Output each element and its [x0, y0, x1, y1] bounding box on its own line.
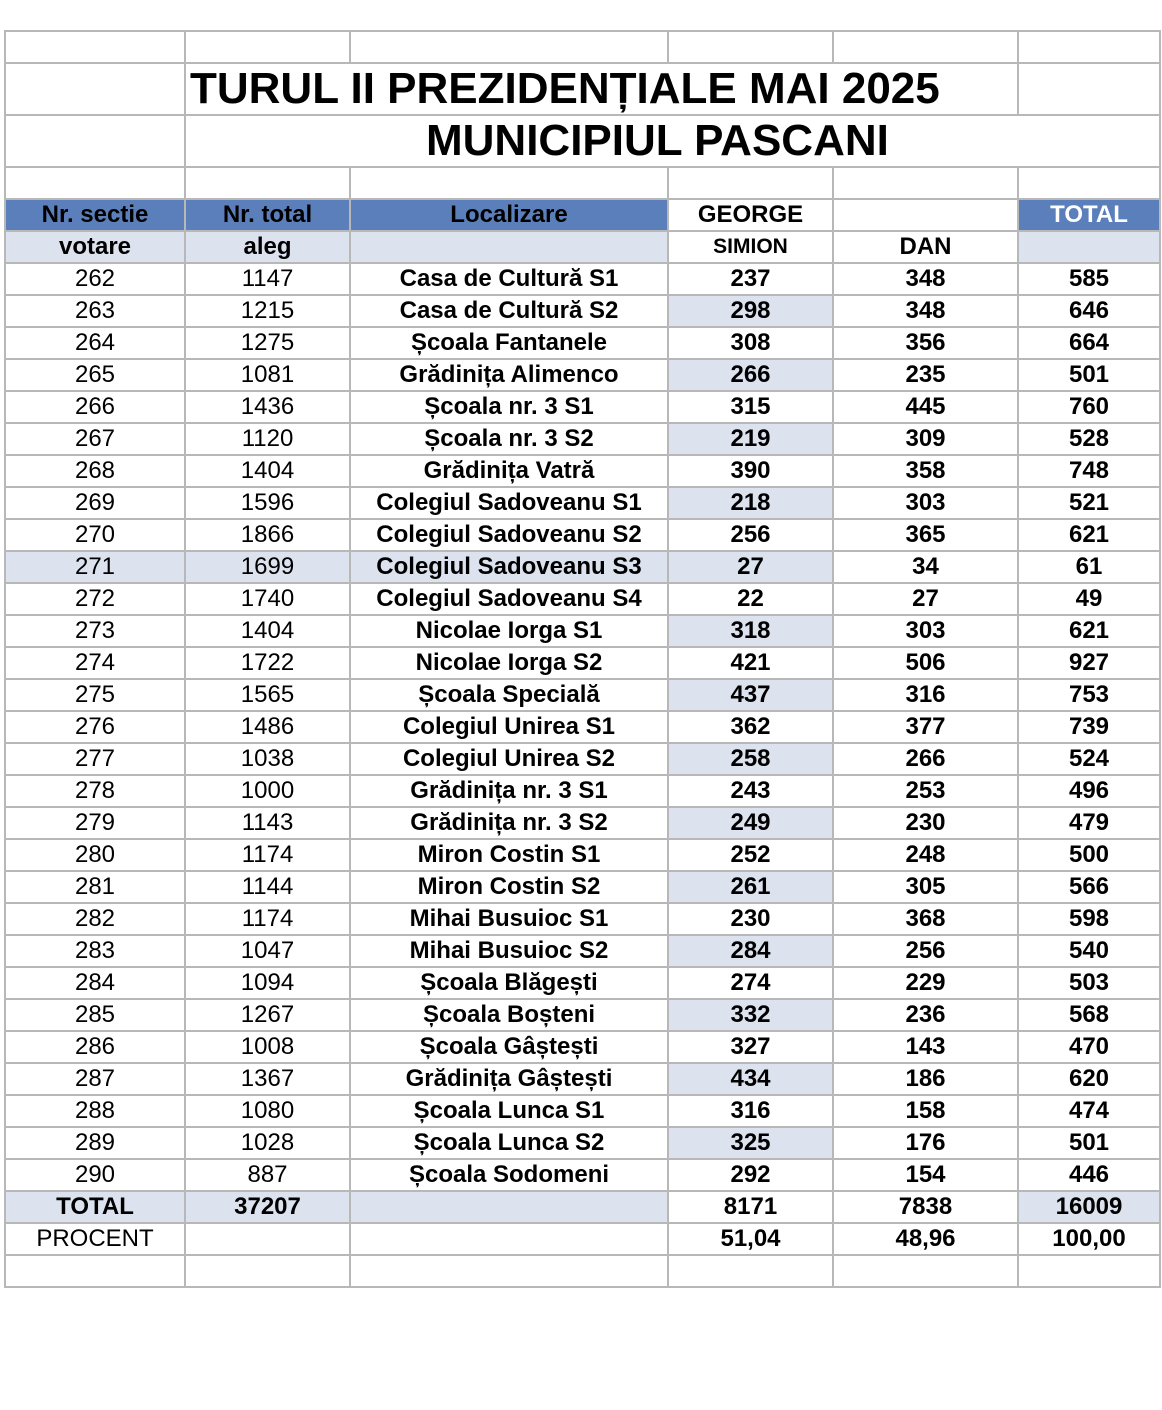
total-total-cell[interactable]: 16009 — [1018, 1191, 1160, 1223]
simion-cell[interactable]: 27 — [668, 551, 833, 583]
header-cell[interactable]: GEORGE — [668, 199, 833, 231]
simion-cell[interactable]: 292 — [668, 1159, 833, 1191]
simion-cell[interactable]: 261 — [668, 871, 833, 903]
localizare-cell[interactable]: Grădinița nr. 3 S2 — [350, 807, 668, 839]
sectie-cell[interactable]: 284 — [5, 967, 185, 999]
empty-row — [5, 31, 1160, 63]
table-row — [5, 999, 1160, 1031]
procent-row — [5, 1223, 1160, 1255]
sectie-cell[interactable]: 282 — [5, 903, 185, 935]
sectie-cell[interactable]: 290 — [5, 1159, 185, 1191]
alegatori-cell[interactable]: 1404 — [185, 615, 350, 647]
simion-cell[interactable]: 284 — [668, 935, 833, 967]
total-cell[interactable]: 566 — [1018, 871, 1160, 903]
total-cell[interactable]: 621 — [1018, 519, 1160, 551]
table-row — [5, 647, 1160, 679]
dan-cell[interactable]: 348 — [833, 295, 1018, 327]
dan-cell[interactable]: 305 — [833, 871, 1018, 903]
localizare-cell[interactable]: Școala Lunca S1 — [350, 1095, 668, 1127]
header-cell[interactable]: Localizare — [350, 199, 668, 231]
sectie-cell[interactable]: 263 — [5, 295, 185, 327]
alegatori-cell[interactable]: 1174 — [185, 903, 350, 935]
total-simion-cell[interactable]: 8171 — [668, 1191, 833, 1223]
total-row — [5, 1191, 1160, 1223]
simion-cell[interactable]: 434 — [668, 1063, 833, 1095]
localizare-cell[interactable]: Școala Sodomeni — [350, 1159, 668, 1191]
sectie-cell[interactable]: 274 — [5, 647, 185, 679]
sectie-cell[interactable]: 281 — [5, 871, 185, 903]
dan-cell[interactable]: 229 — [833, 967, 1018, 999]
header-cell[interactable]: TOTAL — [1018, 199, 1160, 231]
simion-cell[interactable]: 274 — [668, 967, 833, 999]
localizare-cell[interactable]: Grădinița Vatră — [350, 455, 668, 487]
cell[interactable] — [833, 167, 1018, 199]
alegatori-cell[interactable]: 1094 — [185, 967, 350, 999]
cell[interactable] — [1018, 63, 1160, 115]
sectie-cell[interactable]: 268 — [5, 455, 185, 487]
sectie-cell[interactable]: 286 — [5, 1031, 185, 1063]
header-row-1 — [5, 199, 1160, 231]
total-cell[interactable]: 585 — [1018, 263, 1160, 295]
alegatori-cell[interactable]: 1147 — [185, 263, 350, 295]
table-row — [5, 423, 1160, 455]
title-cell[interactable] — [185, 63, 1018, 115]
simion-cell[interactable]: 325 — [668, 1127, 833, 1159]
alegatori-cell[interactable]: 1028 — [185, 1127, 350, 1159]
table-row — [5, 1159, 1160, 1191]
sectie-cell[interactable]: 276 — [5, 711, 185, 743]
dan-cell[interactable]: 356 — [833, 327, 1018, 359]
simion-cell[interactable]: 230 — [668, 903, 833, 935]
total-cell[interactable]: 503 — [1018, 967, 1160, 999]
simion-cell[interactable]: 243 — [668, 775, 833, 807]
sectie-cell[interactable]: 288 — [5, 1095, 185, 1127]
dan-cell[interactable]: 236 — [833, 999, 1018, 1031]
total-cell[interactable]: 479 — [1018, 807, 1160, 839]
table-row — [5, 679, 1160, 711]
cell[interactable] — [185, 1223, 350, 1255]
sectie-cell[interactable]: 289 — [5, 1127, 185, 1159]
dan-cell[interactable]: 316 — [833, 679, 1018, 711]
localizare-cell[interactable]: Casa de Cultură S2 — [350, 295, 668, 327]
alegatori-cell[interactable]: 1267 — [185, 999, 350, 1031]
header-cell[interactable] — [350, 231, 668, 263]
dan-cell[interactable]: 27 — [833, 583, 1018, 615]
table-row — [5, 711, 1160, 743]
dan-cell[interactable]: 143 — [833, 1031, 1018, 1063]
table-row — [5, 263, 1160, 295]
alegatori-cell[interactable]: 1722 — [185, 647, 350, 679]
alegatori-cell[interactable]: 1081 — [185, 359, 350, 391]
total-cell[interactable]: 528 — [1018, 423, 1160, 455]
table-row — [5, 1095, 1160, 1127]
table-row — [5, 583, 1160, 615]
subtitle-row — [5, 115, 1160, 167]
page-subtitle: MUNICIPIUL PASCANI — [426, 116, 889, 165]
simion-cell[interactable]: 362 — [668, 711, 833, 743]
simion-cell[interactable]: 219 — [668, 423, 833, 455]
alegatori-cell[interactable]: 1367 — [185, 1063, 350, 1095]
alegatori-cell[interactable]: 1080 — [185, 1095, 350, 1127]
cell[interactable] — [5, 167, 185, 199]
table-row — [5, 615, 1160, 647]
table-row — [5, 775, 1160, 807]
total-cell[interactable]: 496 — [1018, 775, 1160, 807]
dan-cell[interactable]: 266 — [833, 743, 1018, 775]
cell[interactable] — [668, 31, 833, 63]
table-row — [5, 871, 1160, 903]
cell[interactable] — [833, 1255, 1018, 1287]
localizare-cell[interactable]: Nicolae Iorga S1 — [350, 615, 668, 647]
header-cell[interactable]: DAN — [833, 231, 1018, 263]
simion-cell[interactable]: 437 — [668, 679, 833, 711]
alegatori-cell[interactable]: 1174 — [185, 839, 350, 871]
total-cell[interactable]: 620 — [1018, 1063, 1160, 1095]
localizare-cell[interactable]: Școala nr. 3 S2 — [350, 423, 668, 455]
procent-simion-cell[interactable]: 51,04 — [668, 1223, 833, 1255]
alegatori-cell[interactable]: 1008 — [185, 1031, 350, 1063]
cell[interactable] — [5, 115, 185, 167]
dan-cell[interactable]: 158 — [833, 1095, 1018, 1127]
simion-cell[interactable]: 327 — [668, 1031, 833, 1063]
total-alegatori-cell[interactable]: 37207 — [185, 1191, 350, 1223]
localizare-cell[interactable]: Școala Gâștești — [350, 1031, 668, 1063]
cell[interactable] — [185, 31, 350, 63]
alegatori-cell[interactable]: 1699 — [185, 551, 350, 583]
sheet-body — [5, 31, 1160, 1287]
cell[interactable] — [668, 1255, 833, 1287]
sectie-cell[interactable]: 269 — [5, 487, 185, 519]
alegatori-cell[interactable]: 1486 — [185, 711, 350, 743]
cell[interactable] — [833, 31, 1018, 63]
header-cell[interactable]: aleg — [185, 231, 350, 263]
sectie-cell[interactable]: 267 — [5, 423, 185, 455]
alegatori-cell[interactable]: 1436 — [185, 391, 350, 423]
sectie-cell[interactable]: 270 — [5, 519, 185, 551]
simion-cell[interactable]: 22 — [668, 583, 833, 615]
cell[interactable] — [350, 1191, 668, 1223]
table-row — [5, 967, 1160, 999]
alegatori-cell[interactable]: 1866 — [185, 519, 350, 551]
alegatori-cell[interactable]: 1215 — [185, 295, 350, 327]
total-cell[interactable]: 524 — [1018, 743, 1160, 775]
sectie-cell[interactable]: 277 — [5, 743, 185, 775]
table-row — [5, 327, 1160, 359]
dan-cell[interactable]: 309 — [833, 423, 1018, 455]
cell[interactable] — [5, 31, 185, 63]
alegatori-cell[interactable]: 1565 — [185, 679, 350, 711]
simion-cell[interactable]: 256 — [668, 519, 833, 551]
sectie-cell[interactable]: 262 — [5, 263, 185, 295]
alegatori-cell[interactable]: 1596 — [185, 487, 350, 519]
header-cell[interactable]: Nr. total — [185, 199, 350, 231]
total-cell[interactable]: 61 — [1018, 551, 1160, 583]
total-cell[interactable]: 540 — [1018, 935, 1160, 967]
table-row — [5, 295, 1160, 327]
empty-row — [5, 167, 1160, 199]
dan-cell[interactable]: 303 — [833, 615, 1018, 647]
sectie-cell[interactable]: 271 — [5, 551, 185, 583]
dan-cell[interactable]: 303 — [833, 487, 1018, 519]
localizare-cell[interactable]: Grădinița Alimenco — [350, 359, 668, 391]
dan-cell[interactable]: 368 — [833, 903, 1018, 935]
sectie-cell[interactable]: 285 — [5, 999, 185, 1031]
simion-cell[interactable]: 266 — [668, 359, 833, 391]
localizare-cell[interactable]: Școala Specială — [350, 679, 668, 711]
dan-cell[interactable]: 445 — [833, 391, 1018, 423]
table-row — [5, 519, 1160, 551]
total-cell[interactable]: 646 — [1018, 295, 1160, 327]
cell[interactable] — [668, 167, 833, 199]
localizare-cell[interactable]: Mihai Busuioc S2 — [350, 935, 668, 967]
subtitle-cell[interactable] — [185, 115, 1160, 167]
total-cell[interactable]: 501 — [1018, 1127, 1160, 1159]
dan-cell[interactable]: 358 — [833, 455, 1018, 487]
simion-cell[interactable]: 298 — [668, 295, 833, 327]
total-cell[interactable]: 621 — [1018, 615, 1160, 647]
header-cell[interactable] — [1018, 231, 1160, 263]
simion-cell[interactable]: 258 — [668, 743, 833, 775]
table-row — [5, 807, 1160, 839]
cell[interactable] — [185, 1255, 350, 1287]
cell[interactable] — [350, 1255, 668, 1287]
localizare-cell[interactable]: Școala Boșteni — [350, 999, 668, 1031]
localizare-cell[interactable]: Școala Fantanele — [350, 327, 668, 359]
dan-cell[interactable]: 377 — [833, 711, 1018, 743]
total-cell[interactable]: 739 — [1018, 711, 1160, 743]
sectie-cell[interactable]: 278 — [5, 775, 185, 807]
dan-cell[interactable]: 154 — [833, 1159, 1018, 1191]
alegatori-cell[interactable]: 1404 — [185, 455, 350, 487]
total-dan-cell[interactable]: 7838 — [833, 1191, 1018, 1223]
cell[interactable] — [1018, 31, 1160, 63]
sectie-cell[interactable]: 272 — [5, 583, 185, 615]
table-row — [5, 1127, 1160, 1159]
header-cell[interactable] — [833, 199, 1018, 231]
sectie-cell[interactable]: 273 — [5, 615, 185, 647]
total-cell[interactable]: 568 — [1018, 999, 1160, 1031]
total-cell[interactable]: 500 — [1018, 839, 1160, 871]
header-cell[interactable]: Nr. sectie — [5, 199, 185, 231]
sectie-cell[interactable]: 283 — [5, 935, 185, 967]
simion-cell[interactable]: 421 — [668, 647, 833, 679]
total-label-cell[interactable]: TOTAL — [5, 1191, 185, 1223]
sectie-cell[interactable]: 275 — [5, 679, 185, 711]
table-row — [5, 487, 1160, 519]
header-cell[interactable]: votare — [5, 231, 185, 263]
cell[interactable] — [1018, 1255, 1160, 1287]
procent-total-cell[interactable]: 100,00 — [1018, 1223, 1160, 1255]
alegatori-cell[interactable]: 1275 — [185, 327, 350, 359]
table-row — [5, 455, 1160, 487]
localizare-cell[interactable]: Colegiul Unirea S2 — [350, 743, 668, 775]
header-row-2 — [5, 231, 1160, 263]
total-cell[interactable]: 748 — [1018, 455, 1160, 487]
table-row — [5, 551, 1160, 583]
localizare-cell[interactable]: Grădinița nr. 3 S1 — [350, 775, 668, 807]
total-cell[interactable]: 664 — [1018, 327, 1160, 359]
alegatori-cell[interactable]: 1038 — [185, 743, 350, 775]
table-row — [5, 1063, 1160, 1095]
localizare-cell[interactable]: Colegiul Sadoveanu S4 — [350, 583, 668, 615]
localizare-cell[interactable]: Școala nr. 3 S1 — [350, 391, 668, 423]
alegatori-cell[interactable]: 887 — [185, 1159, 350, 1191]
simion-cell[interactable]: 318 — [668, 615, 833, 647]
localizare-cell[interactable]: Nicolae Iorga S2 — [350, 647, 668, 679]
simion-cell[interactable]: 252 — [668, 839, 833, 871]
page-title: TURUL II PREZIDENȚIALE MAI 2025 — [190, 64, 940, 113]
dan-cell[interactable]: 348 — [833, 263, 1018, 295]
cell[interactable] — [1018, 167, 1160, 199]
total-cell[interactable]: 470 — [1018, 1031, 1160, 1063]
dan-cell[interactable]: 365 — [833, 519, 1018, 551]
cell[interactable] — [350, 1223, 668, 1255]
total-cell[interactable]: 474 — [1018, 1095, 1160, 1127]
simion-cell[interactable]: 315 — [668, 391, 833, 423]
dan-cell[interactable]: 176 — [833, 1127, 1018, 1159]
localizare-cell[interactable]: Colegiul Unirea S1 — [350, 711, 668, 743]
total-cell[interactable]: 753 — [1018, 679, 1160, 711]
dan-cell[interactable]: 248 — [833, 839, 1018, 871]
alegatori-cell[interactable]: 1740 — [185, 583, 350, 615]
table-row — [5, 1031, 1160, 1063]
alegatori-cell[interactable]: 1120 — [185, 423, 350, 455]
cell[interactable] — [185, 167, 350, 199]
simion-cell[interactable]: 332 — [668, 999, 833, 1031]
sectie-cell[interactable]: 279 — [5, 807, 185, 839]
dan-cell[interactable]: 235 — [833, 359, 1018, 391]
localizare-cell[interactable]: Colegiul Sadoveanu S1 — [350, 487, 668, 519]
table-row — [5, 935, 1160, 967]
procent-dan-cell[interactable]: 48,96 — [833, 1223, 1018, 1255]
dan-cell[interactable]: 34 — [833, 551, 1018, 583]
table-row — [5, 839, 1160, 871]
localizare-cell[interactable]: Grădinița Gâștești — [350, 1063, 668, 1095]
table-row — [5, 359, 1160, 391]
simion-cell[interactable]: 218 — [668, 487, 833, 519]
localizare-cell[interactable]: Școala Blăgești — [350, 967, 668, 999]
alegatori-cell[interactable]: 1000 — [185, 775, 350, 807]
sectie-cell[interactable]: 280 — [5, 839, 185, 871]
total-cell[interactable]: 760 — [1018, 391, 1160, 423]
dan-cell[interactable]: 256 — [833, 935, 1018, 967]
dan-cell[interactable]: 253 — [833, 775, 1018, 807]
total-cell[interactable]: 501 — [1018, 359, 1160, 391]
dan-cell[interactable]: 230 — [833, 807, 1018, 839]
simion-cell[interactable]: 308 — [668, 327, 833, 359]
total-cell[interactable]: 927 — [1018, 647, 1160, 679]
total-cell[interactable]: 598 — [1018, 903, 1160, 935]
simion-cell[interactable]: 249 — [668, 807, 833, 839]
localizare-cell[interactable]: Mihai Busuioc S1 — [350, 903, 668, 935]
cell[interactable] — [5, 1255, 185, 1287]
total-cell[interactable]: 49 — [1018, 583, 1160, 615]
simion-cell[interactable]: 390 — [668, 455, 833, 487]
simion-cell[interactable]: 316 — [668, 1095, 833, 1127]
cell[interactable] — [5, 63, 185, 115]
title-row — [5, 63, 1160, 115]
localizare-cell[interactable]: Miron Costin S1 — [350, 839, 668, 871]
localizare-cell[interactable]: Școala Lunca S2 — [350, 1127, 668, 1159]
alegatori-cell[interactable]: 1047 — [185, 935, 350, 967]
cell[interactable] — [350, 31, 668, 63]
empty-row — [5, 1255, 1160, 1287]
table-row — [5, 903, 1160, 935]
localizare-cell[interactable]: Colegiul Sadoveanu S3 — [350, 551, 668, 583]
simion-cell[interactable]: 237 — [668, 263, 833, 295]
total-cell[interactable]: 446 — [1018, 1159, 1160, 1191]
table-row — [5, 391, 1160, 423]
sectie-cell[interactable]: 265 — [5, 359, 185, 391]
procent-label-cell[interactable]: PROCENT — [5, 1223, 185, 1255]
localizare-cell[interactable]: Miron Costin S2 — [350, 871, 668, 903]
localizare-cell[interactable]: Casa de Cultură S1 — [350, 263, 668, 295]
results-sheet — [4, 30, 1161, 1288]
dan-cell[interactable]: 186 — [833, 1063, 1018, 1095]
sectie-cell[interactable]: 264 — [5, 327, 185, 359]
alegatori-cell[interactable]: 1144 — [185, 871, 350, 903]
table-row — [5, 743, 1160, 775]
cell[interactable] — [350, 167, 668, 199]
dan-cell[interactable]: 506 — [833, 647, 1018, 679]
localizare-cell[interactable]: Colegiul Sadoveanu S2 — [350, 519, 668, 551]
header-cell[interactable]: SIMION — [668, 231, 833, 263]
alegatori-cell[interactable]: 1143 — [185, 807, 350, 839]
sectie-cell[interactable]: 287 — [5, 1063, 185, 1095]
sectie-cell[interactable]: 266 — [5, 391, 185, 423]
total-cell[interactable]: 521 — [1018, 487, 1160, 519]
